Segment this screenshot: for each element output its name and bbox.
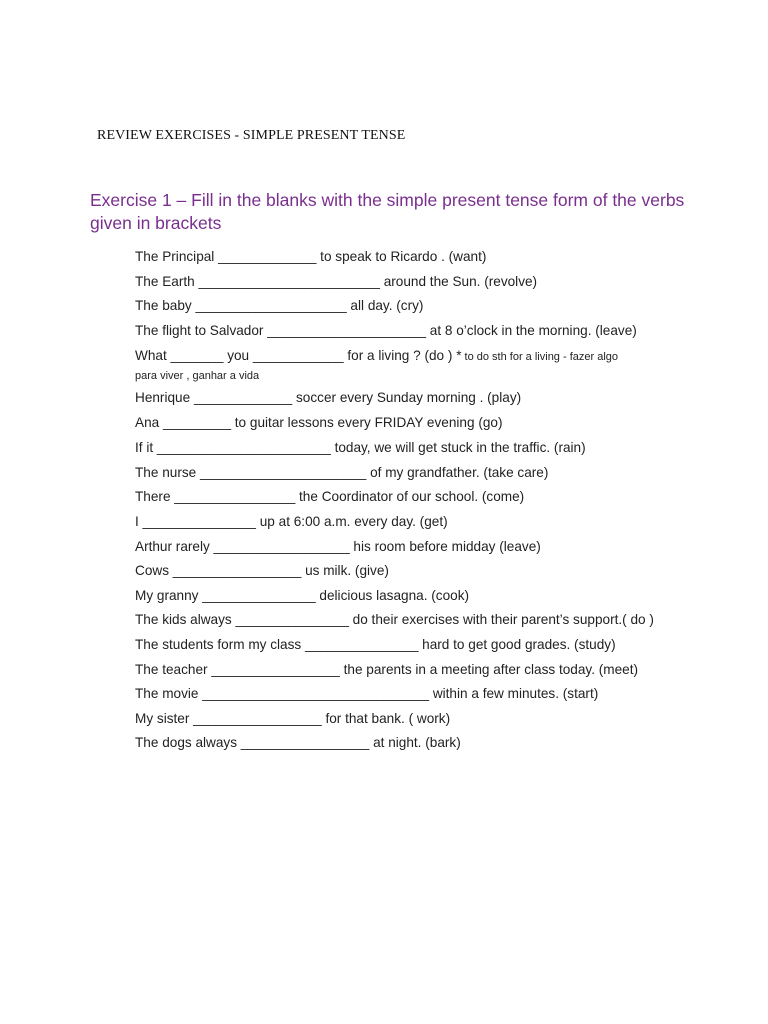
document-title: REVIEW EXERCISES - SIMPLE PRESENT TENSE [97, 128, 406, 143]
exercise-text: There ________________ the Coordinator of our school. (come) [135, 489, 525, 504]
exercise-text-main: What _______ you ____________ for a living ? (do ) * [135, 348, 462, 363]
exercise-heading: Exercise 1 – Fill in the blanks with the simple present tense form of the verbs given in brackets [90, 190, 685, 233]
exercise-text: Henrique _____________ soccer every Sunday morning . (play) [135, 390, 522, 405]
exercise-text: The dogs always _________________ at night. (bark) [135, 735, 461, 750]
exercise-text: The Principal _____________ to speak to Ricardo . (want) [135, 249, 487, 264]
exercise-text [135, 347, 618, 366]
exercise-text: The flight to Salvador _____________________ at 8 o’clock in the morning. (leave) [135, 323, 637, 338]
exercise-text: The baby ____________________ all day. (cry) [135, 298, 424, 313]
exercise-text: The Earth ________________________ around the Sun. (revolve) [135, 274, 538, 289]
exercise-text: Ana _________ to guitar lessons every FRIDAY evening (go) [135, 415, 503, 430]
exercise-text: The teacher _________________ the parents in a meeting after class today. (meet) [135, 662, 639, 677]
exercise-footnote: to do sth for a living - fazer algo [461, 351, 619, 363]
exercise-text: Arthur rarely __________________ his room before midday (leave) [135, 539, 541, 554]
exercise-text: The students form my class _______________ hard to get good grades. (study) [135, 637, 616, 652]
exercise-footnote-continuation: para viver , ganhar a vida [135, 370, 260, 382]
exercise-text: I _______________ up at 6:00 a.m. every day. (get) [135, 514, 448, 529]
exercise-text: The nurse ______________________ of my grandfather. (take care) [135, 465, 549, 480]
exercise-text: The kids always _______________ do their exercises with their parent’s support.( do ) [135, 612, 654, 627]
exercise-text: My sister _________________ for that bank. ( work) [135, 711, 451, 726]
exercise-text: The movie ______________________________ within a few minutes. (start) [135, 686, 599, 701]
exercise-text: Cows _________________ us milk. (give) [135, 563, 389, 578]
exercise-text: If it _______________________ today, we will get stuck in the traffic. (rain) [135, 440, 586, 455]
exercise-text: My granny _______________ delicious lasagna. (cook) [135, 588, 470, 603]
